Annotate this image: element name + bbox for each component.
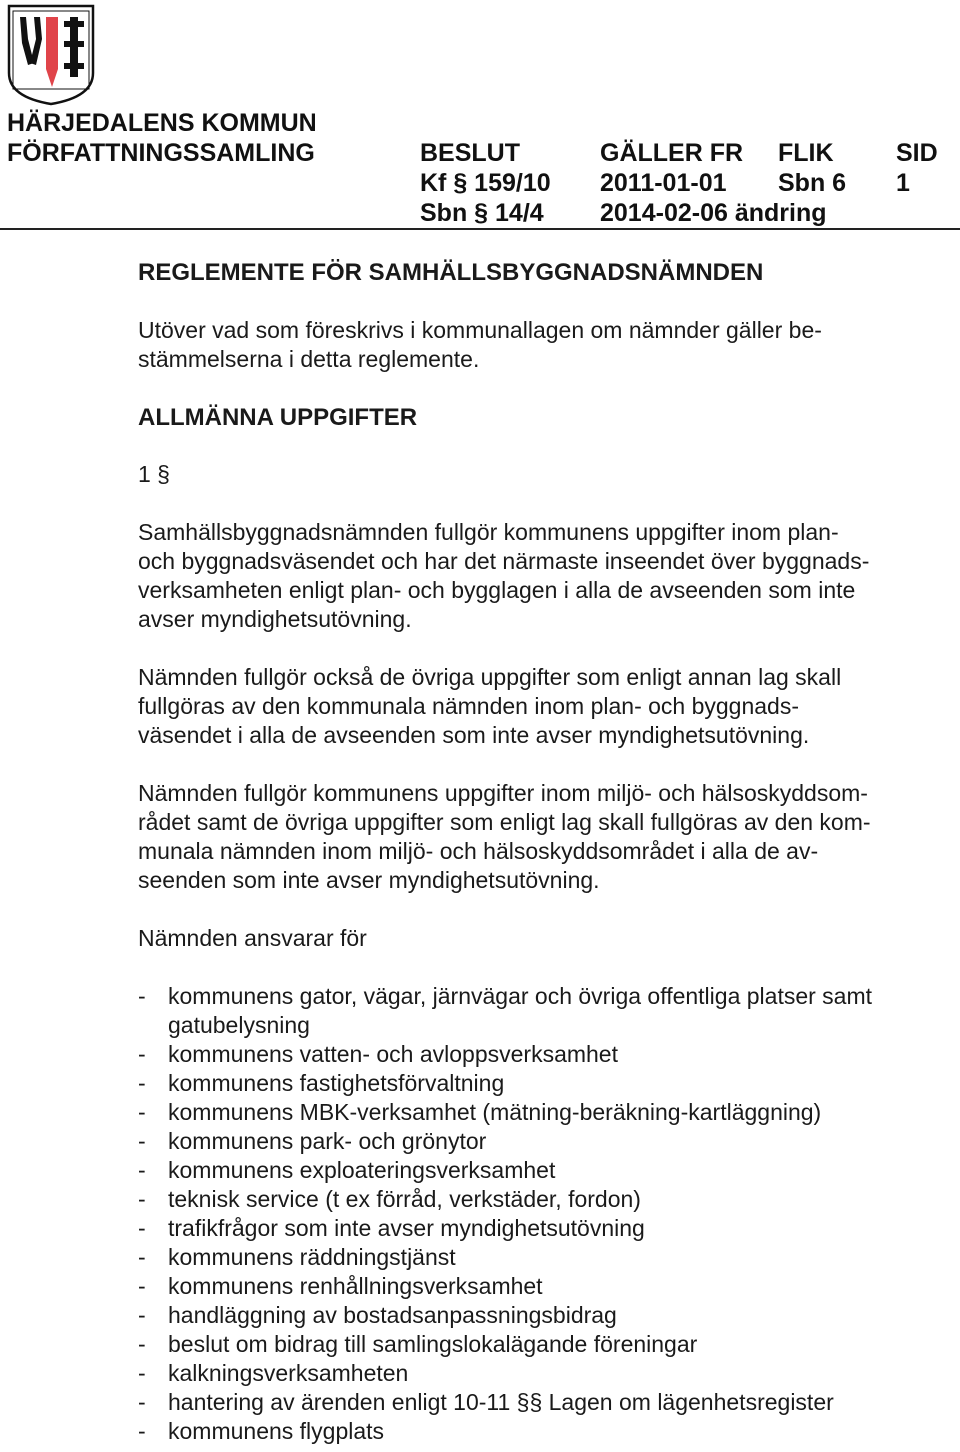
intro-paragraph: Utöver vad som föreskrivs i kommunallagen om nämnder gäller be- stämmelserna i detta reglemente. (138, 317, 822, 372)
document-body (138, 258, 953, 1446)
responsible-intro: Nämnden ansvarar för (138, 925, 367, 951)
flik-label: FLIK (778, 139, 834, 167)
document-title: REGLEMENTE FÖR SAMHÄLLSBYGGNADSNÄMNDEN (138, 259, 764, 286)
galler-date-2: 2014-02-06 ändring (600, 199, 827, 227)
paragraph-1: Samhällsbyggnadsnämnden fullgör kommunens uppgifter inom plan- och byggnadsväsendet och har det närmaste inseendet över byggnads- verksamheten enligt plan- och bygglagen i alla de avseenden som inte avser myndighetsutövning. (138, 519, 870, 632)
sid-value: 1 (896, 169, 910, 197)
coat-of-arms-logo (6, 3, 96, 107)
list-item: - kommunens MBK-verksamhet (mätning-beräkning-kartläggning) (138, 1098, 953, 1127)
paragraph-2: Nämnden fullgör också de övriga uppgifter som enligt annan lag skall fullgöras av den kommunala nämnden inom plan- och byggnads- väsendet i alla de avseenden som inte avser myndighetsutövning. (138, 664, 842, 748)
collection-name: FÖRFATTNINGSSAMLING (7, 139, 315, 167)
beslut-ref-1: Kf § 159/10 (420, 169, 551, 197)
list-item: - kommunens renhållningsverksamhet (138, 1272, 953, 1301)
list-item: - kommunens vatten- och avloppsverksamhet (138, 1040, 953, 1069)
duties-list (138, 982, 953, 1446)
galler-label: GÄLLER FR (600, 139, 744, 167)
list-item: - kommunens fastighetsförvaltning (138, 1069, 953, 1098)
beslut-label: BESLUT (420, 139, 520, 167)
sid-label: SID (896, 139, 938, 167)
org-name: HÄRJEDALENS KOMMUN (7, 109, 317, 137)
list-item: - kalkningsverksamheten (138, 1359, 953, 1388)
list-item: - handläggning av bostadsanpassningsbidrag (138, 1301, 953, 1330)
galler-date-1: 2011-01-01 (600, 169, 727, 197)
section-heading: ALLMÄNNA UPPGIFTER (138, 404, 418, 431)
list-item: - kommunens flygplats (138, 1417, 953, 1446)
paragraph-3: Nämnden fullgör kommunens uppgifter inom miljö- och hälsoskyddsom- rådet samt de övriga uppgifter som enligt lag skall fullgöras av den kom- munala nämnden inom miljö- och hälsoskyddsområdet i alla de av- seenden som inte avser myndighetsutövning. (138, 780, 871, 893)
list-item: - kommunens park- och grönytor (138, 1127, 953, 1156)
list-item: - kommunens exploateringsverksamhet (138, 1156, 953, 1185)
list-item: - kommunens räddningstjänst (138, 1243, 953, 1272)
paragraph-number: 1 § (138, 461, 170, 487)
list-item: - hantering av ärenden enligt 10-11 §§ Lagen om lägenhetsregister (138, 1388, 953, 1417)
header-divider (0, 228, 960, 230)
list-item: - teknisk service (t ex förråd, verkstäder, fordon) (138, 1185, 953, 1214)
beslut-ref-2: Sbn § 14/4 (420, 199, 544, 227)
flik-value: Sbn 6 (778, 169, 847, 197)
list-item: - trafikfrågor som inte avser myndighetsutövning (138, 1214, 953, 1243)
list-item: - kommunens gator, vägar, järnvägar och övriga offentliga platser samt gatubelysning (138, 982, 953, 1040)
list-item: - beslut om bidrag till samlingslokalägande föreningar (138, 1330, 953, 1359)
